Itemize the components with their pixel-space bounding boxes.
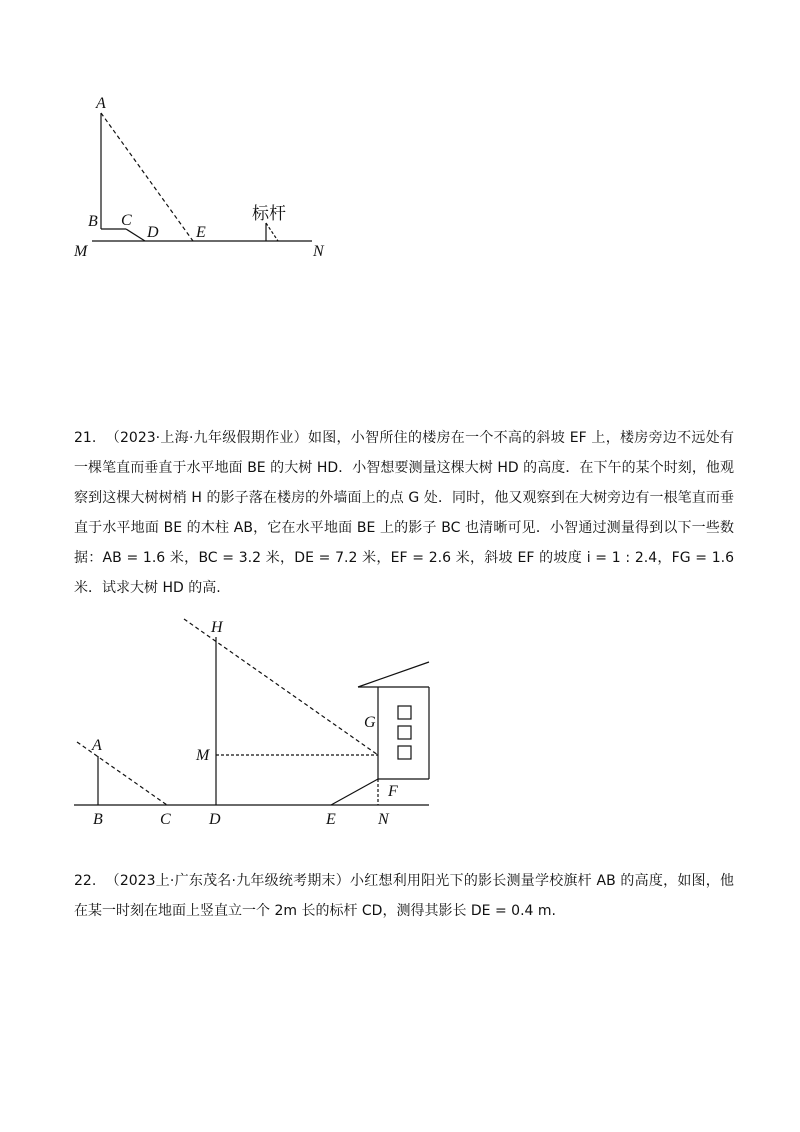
sun-ray-ae	[101, 113, 193, 241]
label-b2: B	[93, 811, 103, 828]
label-g: G	[364, 714, 376, 731]
label-m: M	[74, 243, 88, 260]
problem-22-text: （2023上·广东茂名·九年级统考期末）小红想利用阳光下的影长测量学校旗杆 AB 的高度，如图，他在某一时刻在地面上竖直立一个 2m 长的标杆 CD，测得其影长 DE = 0.4 m.	[74, 873, 734, 919]
sun-ray-hg	[184, 619, 378, 755]
problem-21-number: 21.	[74, 430, 97, 446]
problem-21	[74, 423, 734, 603]
label-c2: C	[160, 811, 171, 828]
problem-21-text: （2023·上海·九年级假期作业）如图，小智所住的楼房在一个不高的斜坡 EF 上，楼房旁边不远处有一棵笔直而垂直于水平地面 BE 的大树 HD．小智想要测量这棵大树 HD 的高度．在下午的某个时刻，他观察到这棵大树树梢 H 的影子落在楼房的外墙面上的点 G 处．同时，他又观察到在大树旁边有一根笔直而垂直于水平地面 BE 的木柱 AB，它在水平地面 BE 上的影子 BC 也清晰可见．小智通过测量得到以下一些数据：AB = 1.6 米，BC = 3.2 米，DE = 7.2 米，EF = 2.6 米，斜坡 EF 的坡度 i = 1 : 2.4，FG = 1.6 米．试求大树 HD 的高.	[74, 430, 734, 596]
label-e2: E	[326, 811, 336, 828]
label-b: B	[88, 213, 98, 230]
label-d2: D	[209, 811, 221, 828]
label-a2: A	[92, 737, 102, 754]
label-h: H	[211, 619, 223, 636]
window-2	[398, 726, 411, 739]
segment-cd	[126, 229, 145, 241]
label-e: E	[196, 224, 206, 241]
sun-ray-ac	[77, 742, 167, 805]
problem-22	[74, 866, 734, 926]
pole-shadow-ray	[266, 223, 278, 241]
label-m2: M	[196, 747, 210, 764]
problem-22-number: 22.	[74, 873, 97, 889]
slope-ef	[331, 779, 378, 805]
label-n: N	[313, 243, 324, 260]
label-a: A	[96, 95, 106, 112]
label-c: C	[121, 212, 132, 229]
label-n2: N	[378, 811, 389, 828]
window-1	[398, 706, 411, 719]
pole-label: 标杆	[252, 204, 286, 224]
label-d: D	[147, 224, 159, 241]
figure-top	[0, 0, 800, 290]
label-f: F	[388, 783, 398, 800]
window-3	[398, 746, 411, 759]
building-roof	[358, 662, 429, 687]
